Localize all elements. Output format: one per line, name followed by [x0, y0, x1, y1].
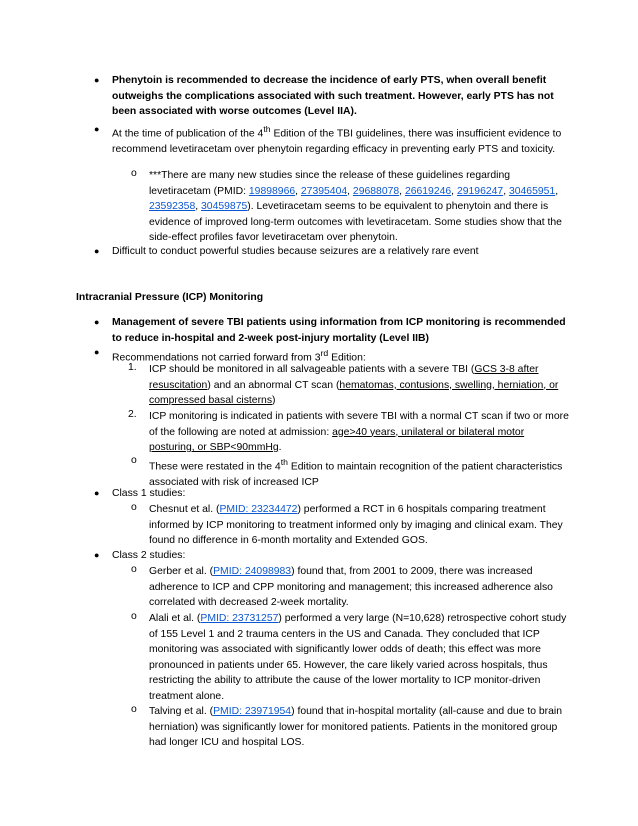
not-carried-forward: Recommendations not carried forward from 3rd Edition:: [112, 348, 366, 364]
sub-bullet-icon: o: [131, 564, 137, 575]
pmid-link[interactable]: PMID: 23971954: [213, 706, 292, 717]
sub-bullet-icon: o: [131, 455, 137, 466]
study-talving: Talving et al. (PMID: 23971954) found that in-hospital mortality (all-cause and due to brain herniation) was significantly lower for monitored patients. Patients in the monitored group had longer ICU and hospital LOS.: [149, 706, 562, 749]
pmid-link[interactable]: PMID: 23731257: [200, 613, 279, 624]
pmid-link[interactable]: 30459875: [201, 201, 248, 213]
pmid-link[interactable]: 26619246: [404, 185, 452, 197]
recommendation-1: ICP should be monitored in all salvageable patients with a severe TBI (GCS 3-8 after resuscitation) and an abnormal CT scan (hematomas, contusions, swelling, herniation, or compressed basal cisterns): [149, 364, 559, 407]
sub-bullet-icon: o: [131, 168, 137, 179]
bullet-icon: ●: [94, 550, 100, 560]
bullet-icon: ●: [94, 124, 100, 134]
class-1-label: Class 1 studies:: [112, 488, 186, 499]
pmid-link[interactable]: 30465951: [508, 185, 556, 197]
bullet-icon: ●: [94, 246, 100, 256]
evidence-bullet: At the time of publication of the 4th Edition of the TBI guidelines, there was insufficient evidence to recommend levetiracetam over phenytoin regarding efficacy in preventing early PTS and toxicity.: [112, 124, 562, 156]
icp-management-recommendation: Management of severe TBI patients using information from ICP monitoring is recommended to reduce in-hospital and 2-week post-injury mortality (Level IIB): [112, 317, 566, 344]
recommendation-2: ICP monitoring is indicated in patients with severe TBI with a normal CT scan if two or more of the following are noted at admission: age>40 years, unilateral or bilateral motor posturing, or SBP<90mmHg.: [149, 411, 569, 454]
bullet-icon: ●: [94, 347, 100, 357]
study-gerber: Gerber et al. (PMID: 24098983) found that, from 2001 to 2009, there was increased adherence to ICP and CPP monitoring and management; this increased adherence also correlated with decreased 2-week mortality.: [149, 566, 553, 609]
pmid-link[interactable]: 19898966: [248, 185, 296, 197]
pmid-link[interactable]: PMID: 24098983: [213, 566, 292, 577]
bullet-icon: ●: [94, 488, 100, 498]
sub-bullet-icon: o: [131, 502, 137, 513]
difficulty-bullet: Difficult to conduct powerful studies because seizures are a relatively rare event: [112, 246, 479, 257]
bullet-icon: ●: [94, 317, 100, 327]
class-2-label: Class 2 studies:: [112, 550, 186, 561]
study-chesnut: Chesnut et al. (PMID: 23234472) performed a RCT in 6 hospitals comparing treatment informed by ICP monitoring to treatment informed only by imaging and clinical exam. They found no difference in 6-month mortality and Extended GOS.: [149, 504, 563, 547]
sub-bullet-icon: o: [131, 611, 137, 622]
pmid-link[interactable]: 29196247: [456, 185, 504, 197]
phenytoin-recommendation: Phenytoin is recommended to decrease the incidence of early PTS, when overall benefit outweighs the complications associated with such treatment. However, early PTS has not been associated with worse outcomes (Level IIA).: [112, 75, 554, 118]
pmid-link[interactable]: 27395404: [300, 185, 348, 197]
pmid-link[interactable]: 29688078: [352, 185, 400, 197]
pmid-link[interactable]: PMID: 23234472: [219, 504, 298, 515]
section-heading-icp: Intracranial Pressure (ICP) Monitoring: [76, 292, 264, 303]
pmid-link[interactable]: 23592358: [149, 201, 196, 213]
study-alali: Alali et al. (PMID: 23731257) performed a very large (N=10,628) retrospective cohort study of 155 Level 1 and 2 trauma centers in the US and Canada. They concluded that ICP monitoring was associated with significantly lower odds of death; this effect was more pronounced in patients under 65. However, the care likely varied across hospitals, thus restricting the ability to attribute the cause of the lower mortality to ICP monitor-driven treatment alone.: [149, 613, 567, 702]
new-studies-note: ***There are many new studies since the release of these guidelines regarding levetiracetam (PMID: 19898966, 27395404, 29688078, 26619246, 29196247, 30465951, 23592358, 30459875). Levetiracetam seems to be equivalent to phenytoin and there is evidence of improved long-term outcomes with levetiracetam. Some studies show that the side-effect profiles favor levetiracetam over phenytoin.: [149, 170, 562, 244]
sub-bullet-icon: o: [131, 704, 137, 715]
list-number: 1.: [128, 362, 137, 373]
restated-note: These were restated in the 4th Edition to maintain recognition of the patient characteristics associated with risk of increased ICP: [149, 457, 563, 489]
list-number: 2.: [128, 409, 137, 420]
bullet-icon: ●: [94, 75, 100, 85]
